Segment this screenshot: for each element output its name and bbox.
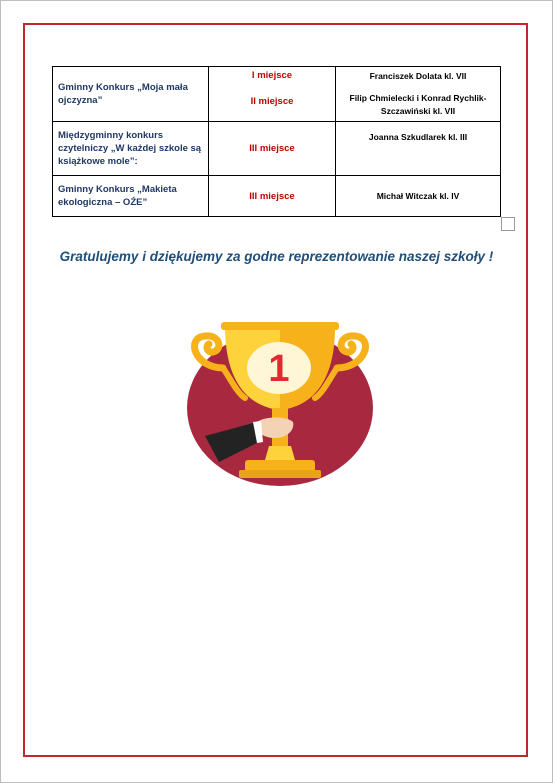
winner-name: Franciszek Dolata kl. VII xyxy=(369,71,467,81)
contest-name: Gminny Konkurs „Moja mała ojczyzna” xyxy=(53,67,209,122)
place-cell xyxy=(209,67,336,122)
trophy-number: 1 xyxy=(268,348,290,390)
place-cell xyxy=(209,176,336,217)
place-label: III miejsce xyxy=(249,143,295,154)
contest-name: Gminny Konkurs „Makieta ekologiczna – OŹE” xyxy=(53,176,209,217)
trophy-base-plate xyxy=(239,470,321,478)
place-cell xyxy=(209,122,336,176)
winner-cell xyxy=(336,176,501,217)
table-row xyxy=(53,67,501,122)
trophy-base-neck xyxy=(265,446,295,460)
place-label: II miejsce xyxy=(250,96,294,107)
winner-name: Filip Chmielecki i Konrad Rychlik-Szczawiński kl. VII xyxy=(349,93,487,116)
winner-name: Michał Witczak kl. IV xyxy=(376,190,460,201)
congratulations-text: Gratulujemy i dziękujemy za godne reprezentowanie naszej szkoły ! xyxy=(59,249,494,264)
place-label: III miejsce xyxy=(249,190,295,202)
trophy-rim xyxy=(221,322,339,330)
place-label: I miejsce xyxy=(251,70,293,81)
contest-name: Międzygminny konkurs czytelniczy „W każdej szkole są książkowe mole”: xyxy=(53,122,209,176)
winner-name: Joanna Szkudlarek kl. III xyxy=(368,132,468,142)
awards-table xyxy=(52,66,501,217)
winner-cell xyxy=(336,122,501,176)
table-row xyxy=(53,176,501,217)
trophy-icon xyxy=(175,318,385,488)
table-resize-handle[interactable] xyxy=(501,217,515,231)
table-row xyxy=(53,122,501,176)
winner-cell xyxy=(336,67,501,122)
